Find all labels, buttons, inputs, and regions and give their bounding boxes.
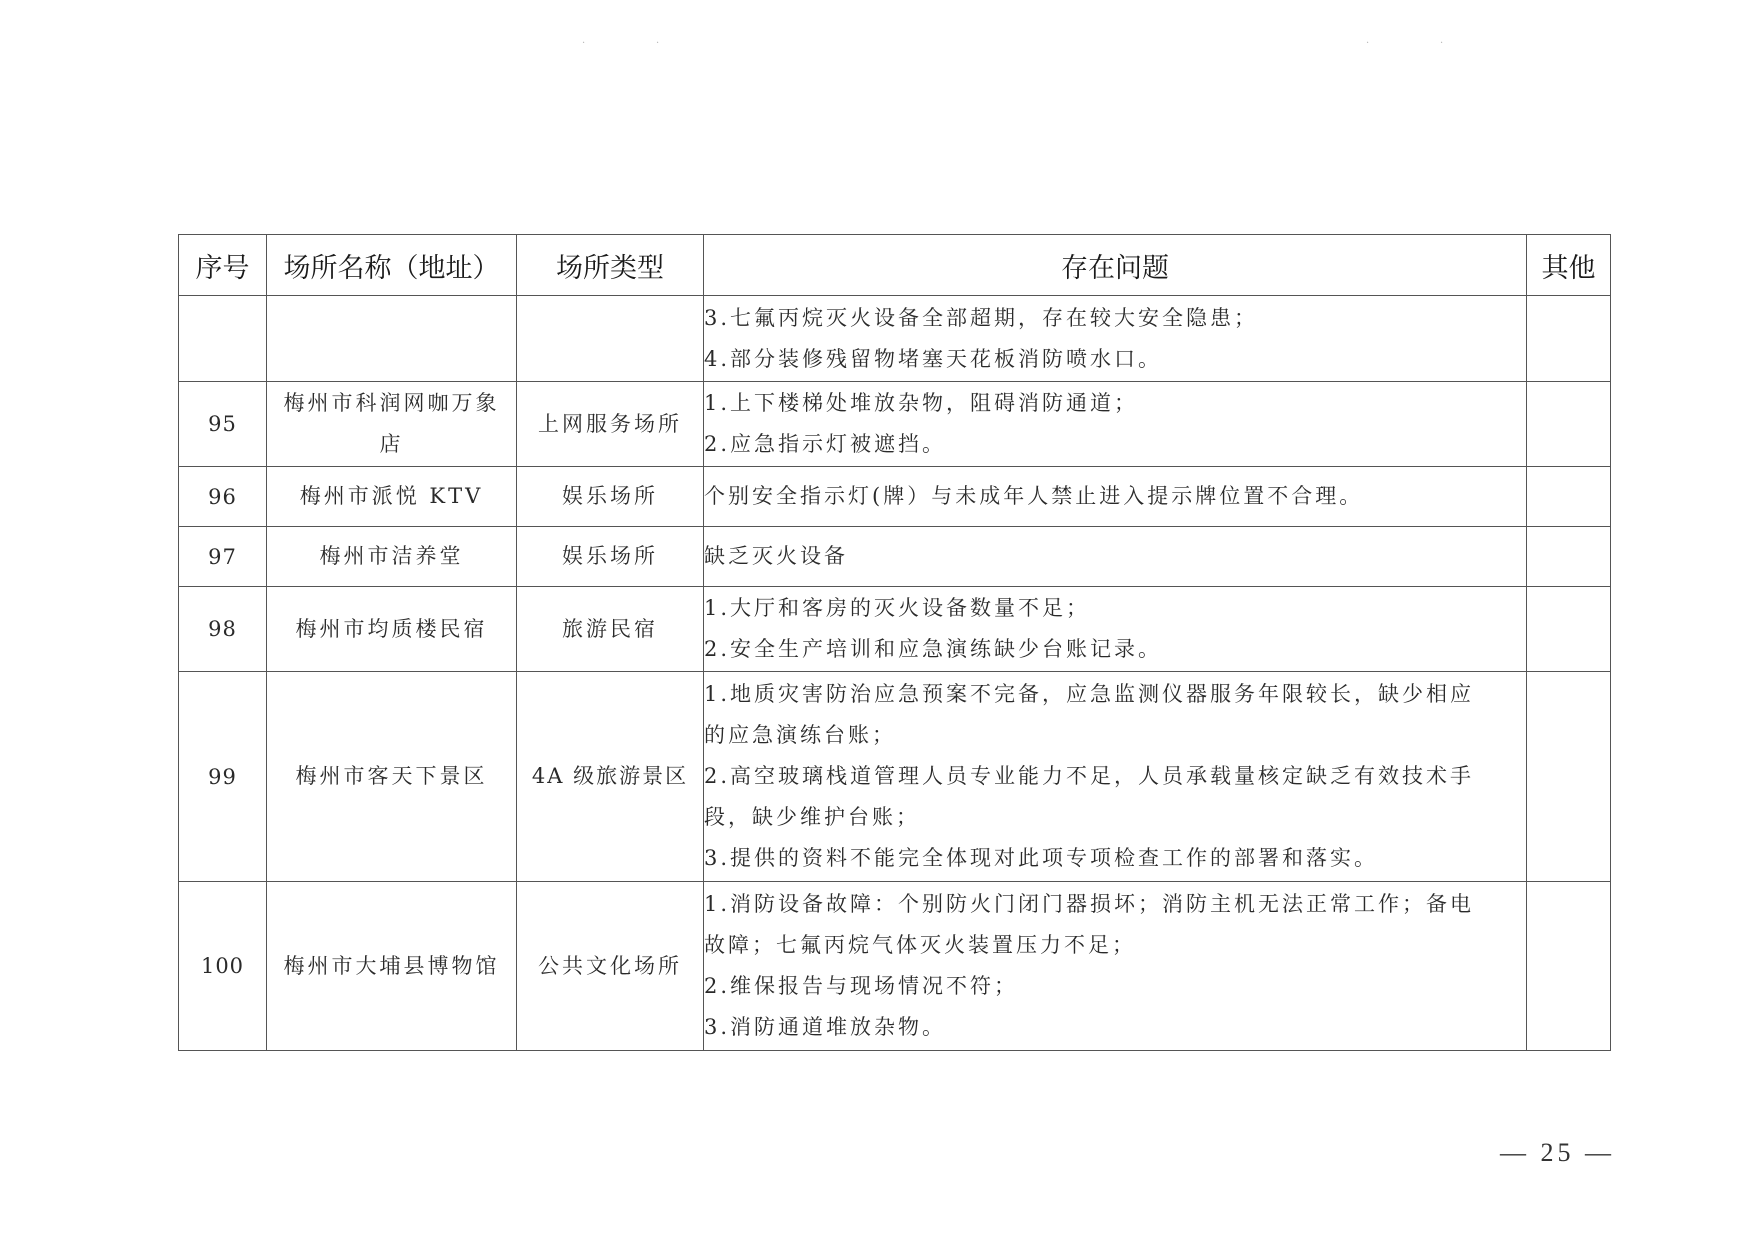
row-other bbox=[1527, 467, 1611, 527]
issue-line: 3.消防通道堆放杂物。 bbox=[704, 1015, 947, 1039]
table-row bbox=[179, 382, 1611, 467]
row-no: 96 bbox=[179, 467, 267, 527]
row-other bbox=[1527, 296, 1611, 382]
issue-line: 2.安全生产培训和应急演练缺少台账记录。 bbox=[704, 637, 1163, 661]
inspection-table bbox=[178, 234, 1611, 1051]
issue-line: 3.七氟丙烷灭火设备全部超期，存在较大安全隐患； bbox=[704, 305, 1259, 330]
scan-speck: · bbox=[1440, 38, 1444, 49]
row-no: 99 bbox=[179, 672, 267, 882]
row-issues bbox=[704, 296, 1527, 382]
row-no: 100 bbox=[179, 882, 267, 1051]
issue-line: 2.应急指示灯被遮挡。 bbox=[704, 432, 947, 456]
table-row bbox=[179, 296, 1611, 382]
row-issues bbox=[704, 882, 1527, 1051]
row-other bbox=[1527, 382, 1611, 467]
row-type: 上网服务场所 bbox=[517, 382, 704, 467]
header-row bbox=[179, 235, 1611, 296]
row-type: 4A 级旅游景区 bbox=[517, 672, 704, 882]
row-issues bbox=[704, 672, 1527, 882]
issue-line: 故障；七氟丙烷气体灭火装置压力不足； bbox=[704, 933, 1136, 957]
row-name: 梅州市科润网咖万象店 bbox=[267, 382, 517, 467]
table-row bbox=[179, 467, 1611, 527]
scan-speck: · bbox=[1366, 38, 1370, 49]
row-name: 梅州市客天下景区 bbox=[267, 672, 517, 882]
issue-line: 3.提供的资料不能完全体现对此项专项检查工作的部署和落实。 bbox=[704, 846, 1379, 870]
row-issues bbox=[704, 382, 1527, 467]
row-type: 娱乐场所 bbox=[517, 527, 704, 587]
row-other bbox=[1527, 587, 1611, 672]
table-row bbox=[179, 672, 1611, 882]
row-issues bbox=[704, 527, 1527, 587]
issue-line: 1.上下楼梯处堆放杂物，阻碍消防通道； bbox=[704, 391, 1139, 415]
issue-line: 4.部分装修残留物堵塞天花板消防喷水口。 bbox=[704, 346, 1163, 371]
scan-speck: · bbox=[582, 38, 586, 49]
table-row bbox=[179, 527, 1611, 587]
row-name: 梅州市大埔县博物馆 bbox=[267, 882, 517, 1051]
header-issues: 存在问题 bbox=[704, 235, 1527, 296]
row-no: 95 bbox=[179, 382, 267, 467]
row-name: 梅州市均质楼民宿 bbox=[267, 587, 517, 672]
table-row bbox=[179, 587, 1611, 672]
row-other bbox=[1527, 527, 1611, 587]
issue-line: 2.维保报告与现场情况不符； bbox=[704, 974, 1019, 998]
issue-line: 段，缺少维护台账； bbox=[704, 805, 920, 829]
row-type: 旅游民宿 bbox=[517, 587, 704, 672]
row-other bbox=[1527, 672, 1611, 882]
row-no bbox=[179, 296, 267, 382]
row-type: 公共文化场所 bbox=[517, 882, 704, 1051]
row-other bbox=[1527, 882, 1611, 1051]
row-no: 97 bbox=[179, 527, 267, 587]
row-type: 娱乐场所 bbox=[517, 467, 704, 527]
row-name: 梅州市派悦 KTV bbox=[267, 467, 517, 527]
issue-line: 1.地质灾害防治应急预案不完备，应急监测仪器服务年限较长，缺少相应 bbox=[704, 682, 1475, 706]
table-row bbox=[179, 882, 1611, 1051]
header-name: 场所名称（地址） bbox=[267, 235, 517, 296]
header-no: 序号 bbox=[179, 235, 267, 296]
issue-line: 1.大厅和客房的灭火设备数量不足； bbox=[704, 596, 1091, 620]
scan-speck: · bbox=[656, 38, 660, 49]
row-type bbox=[517, 296, 704, 382]
row-name: 梅州市洁养堂 bbox=[267, 527, 517, 587]
page-number: — 25 — bbox=[1500, 1138, 1615, 1167]
row-issues bbox=[704, 587, 1527, 672]
issue-line: 个别安全指示灯(牌）与未成年人禁止进入提示牌位置不合理。 bbox=[704, 484, 1364, 508]
issue-line: 2.高空玻璃栈道管理人员专业能力不足，人员承载量核定缺乏有效技术手 bbox=[704, 764, 1475, 788]
issue-line: 缺乏灭火设备 bbox=[704, 544, 848, 568]
header-type: 场所类型 bbox=[517, 235, 704, 296]
row-issues bbox=[704, 467, 1527, 527]
header-other: 其他 bbox=[1527, 235, 1611, 296]
row-name bbox=[267, 296, 517, 382]
issue-line: 1.消防设备故障：个别防火门闭门器损坏；消防主机无法正常工作；备电 bbox=[704, 892, 1475, 916]
issue-line: 的应急演练台账； bbox=[704, 723, 896, 747]
row-no: 98 bbox=[179, 587, 267, 672]
